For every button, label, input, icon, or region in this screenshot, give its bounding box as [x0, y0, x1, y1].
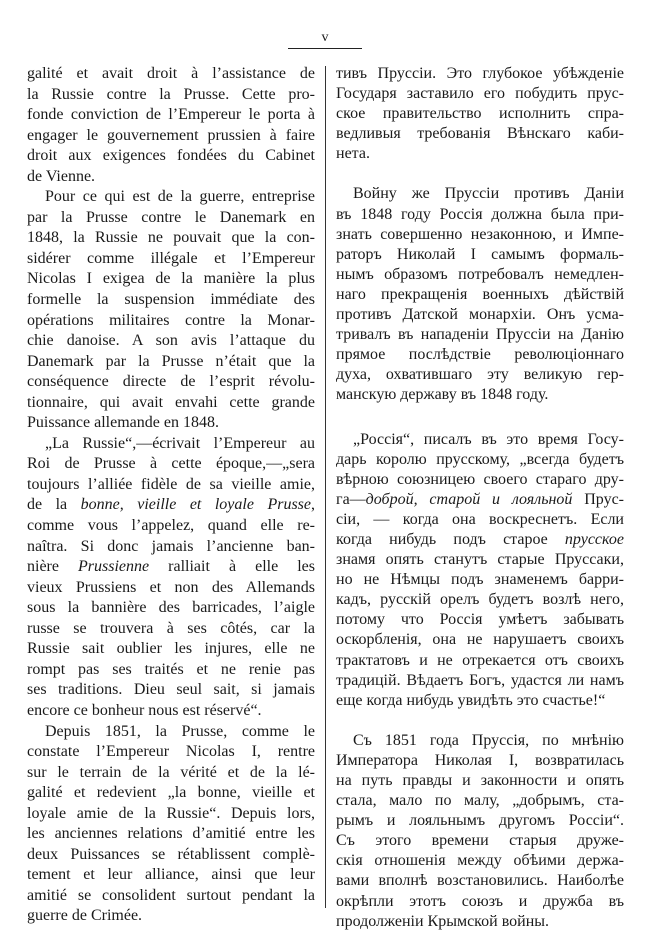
text-line: constate l’Empereur Nicolas I, rentre	[27, 743, 315, 761]
text-line: Roi de Prusse à cette époque,—„sera	[27, 455, 315, 473]
text-line: comme vous l’appelez, quand elle re-	[27, 517, 315, 535]
text-line: galité et avait droit à l’assistance de	[27, 65, 315, 82]
text-line: sous la bannière des barricades, l’aigle	[27, 599, 315, 617]
text-line: encore ce bonheur nous est réservé“.	[27, 701, 262, 719]
text-line: рымъ и лояльнымъ другомъ Россіи“.	[336, 812, 624, 830]
text-line: еще когда нибудь увидѣть это счастье!“	[336, 691, 606, 709]
paragraph	[336, 430, 624, 711]
italic-text: Prussienne	[78, 558, 150, 576]
text-line: tement et leur alliance, ainsi que leur	[27, 866, 315, 884]
paragraph	[27, 434, 315, 722]
text-line: Danemark par la Prusse n’était que la	[27, 352, 315, 370]
text-line: скія отношенія между обѣими держа-	[336, 852, 624, 870]
paragraph	[336, 731, 624, 932]
text-line: tionnaire, qui avait envahi cette grande	[27, 393, 315, 411]
text-line: наго прекращенія военныхъ дѣйствій	[336, 285, 624, 303]
text-segment: ralliait à elle les	[149, 558, 315, 576]
text-line: chie danoise. A son avis l’attaque du	[27, 332, 315, 350]
paragraph	[27, 64, 315, 187]
text-line: раторъ Николай I самымъ формаль-	[336, 245, 624, 263]
text-line: противъ Датской монархіи. Онъ усма-	[336, 306, 624, 324]
text-line: окрѣпли этотъ союзъ и дружба въ	[336, 892, 624, 910]
text-line: въ 1848 году Россія должна была при-	[336, 205, 624, 223]
text-line: Государя заставило его побудить прус-	[336, 85, 624, 103]
text-line: тривалъ въ нападеніи Пруссіи на Данію	[336, 326, 624, 344]
text-line: Императора Николая I, возвратилась	[336, 751, 624, 769]
italic-text: bonne, vieille et loyale Prusse	[80, 496, 311, 514]
text-line: кадъ, русскій орелъ будетъ возлѣ него,	[336, 591, 624, 609]
text-line: Russie sait oublier les injures, elle ne	[27, 640, 315, 658]
text-line: galité et redevient „la bonne, vieille et	[27, 784, 315, 802]
paragraph	[27, 187, 315, 434]
text-line: vieux Prussiens et non des Allemands	[27, 578, 315, 596]
text-line	[336, 490, 624, 510]
text-line: Nicolas I exigea de la manière la plus	[27, 270, 315, 288]
paragraph	[336, 64, 624, 164]
text-segment: Прус-	[572, 490, 625, 508]
text-line: de Vienne.	[27, 167, 96, 185]
text-line: тивъ Пруссіи. Это глубокое убѣжденіе	[336, 65, 624, 82]
text-line: engager le gouvernement prussien à faire	[27, 126, 315, 144]
text-line: russe se trouvera à ses côtés, car la	[27, 619, 315, 637]
text-line: loyale amie de la Russie“. Depuis lors,	[27, 804, 315, 822]
text-segment: га—	[336, 490, 366, 508]
text-line	[336, 530, 624, 550]
text-line: „La Russie“,—écrivait l’Empereur au	[45, 434, 315, 452]
text-line: sur le terrain de la vérité et de la lé-	[27, 763, 315, 781]
text-line: потому что Россія умѣетъ забывать	[336, 611, 624, 629]
text-line: знамя опять станутъ старые Пруссаки,	[336, 551, 624, 569]
header-rule	[288, 48, 362, 49]
text-line: дарь королю прусскому, „всегда будетъ	[336, 450, 624, 468]
text-line: вѣрною союзницею своего стараго дру-	[336, 470, 624, 488]
text-line: Puissance allemande en 1848.	[27, 414, 219, 432]
text-line: guerre de Crimée.	[27, 907, 143, 925]
text-line: нета.	[336, 145, 370, 163]
text-line: Войну же Пруссіи противъ Даніи	[353, 185, 624, 203]
text-line: продолженіи Крымской войны.	[336, 912, 550, 930]
text-segment: когда нибудь подъ старое	[336, 530, 565, 548]
text-line: оскорбленія, она не нарушаетъ своихъ	[336, 631, 624, 649]
text-line: droit aux exigences fondées du Cabinet	[27, 147, 315, 165]
text-segment: de la	[27, 496, 81, 514]
text-line	[27, 495, 315, 516]
column-russian	[336, 64, 624, 932]
text-line: Съ 1851 года Пруссія, по мнѣнію	[353, 731, 624, 749]
paragraph	[336, 184, 624, 405]
text-line: вами вполнѣ возстановились. Наиболѣе	[336, 872, 624, 890]
text-line: les anciennes relations d’amitié entre les	[27, 825, 315, 843]
text-line: Depuis 1851, la Prusse, comme le	[45, 722, 315, 740]
text-line: amitié se consolident surtout pendant la	[27, 886, 315, 904]
text-line: Pour ce qui est de la guerre, entreprise	[45, 188, 315, 206]
text-line	[27, 557, 315, 578]
text-line: нымъ образомъ потребовалъ немедлен-	[336, 265, 624, 283]
text-line: 1848, la Russie ne pouvait que la con-	[27, 229, 315, 247]
text-line: formelle la suspension immédiate des	[27, 291, 315, 309]
text-line: deux Puissances se rétablissent complè-	[27, 845, 315, 863]
page-number: v	[321, 30, 329, 45]
text-line: манскую державу въ 1848 году.	[336, 386, 549, 404]
text-line: ведливыя требованія Вѣнскаго каби-	[336, 125, 624, 143]
text-line: sidérer comme illégale et l’Empereur	[27, 249, 315, 267]
text-line: naîtra. Si donc jamais l’ancienne ban-	[27, 537, 315, 555]
text-line: прямое послѣдствіе революціоннаго	[336, 346, 624, 364]
column-divider	[325, 66, 326, 908]
text-line: сіи, — когда она воскреснетъ. Если	[336, 510, 624, 528]
text-line: на путь правды и законности и опять	[336, 772, 624, 789]
text-line: традицій. Вѣдаетъ Богъ, удастся ли намъ	[336, 671, 624, 689]
italic-text: доброй, старой и лояльной	[365, 490, 573, 508]
text-line: стала, мало по малу, „добрымъ, ста-	[336, 792, 624, 810]
text-line: „Россія“, писалъ въ это время Госу-	[353, 430, 624, 448]
text-line: fonde conviction de l’Empereur le porta à	[27, 106, 315, 124]
text-line: conséquence directe de l’esprit révolu-	[27, 373, 315, 391]
text-line: но не Нѣмцы подъ знаменемъ барри-	[336, 571, 624, 589]
text-line: par la Prusse contre le Danemark en	[27, 208, 315, 226]
text-line: ses traditions. Dieu seul sait, si jamais	[27, 681, 315, 699]
text-line: Съ этого времени старыя друже-	[336, 832, 624, 850]
paragraph	[27, 722, 315, 927]
text-line: rompt pas ses traités et ne renie pas	[27, 660, 315, 678]
text-line: знать совершенно незаконною, и Импе-	[336, 225, 624, 243]
text-line: трактатовъ и не отрекается отъ своихъ	[336, 651, 624, 669]
text-line: ское правительство исполнить спра-	[336, 105, 624, 123]
text-line: opérations militaires contre la Monar-	[27, 311, 315, 329]
text-segment: ,	[311, 496, 315, 514]
italic-text: прусское	[564, 530, 624, 548]
text-line: toujours l’alliée fidèle de sa vieille amie,	[27, 475, 315, 493]
text-line: la Russie contre la Prusse. Cette pro-	[27, 85, 315, 103]
column-french	[27, 64, 315, 927]
text-segment: nière	[27, 558, 79, 576]
text-line: духа, охватившаго эту великую гер-	[336, 366, 624, 384]
